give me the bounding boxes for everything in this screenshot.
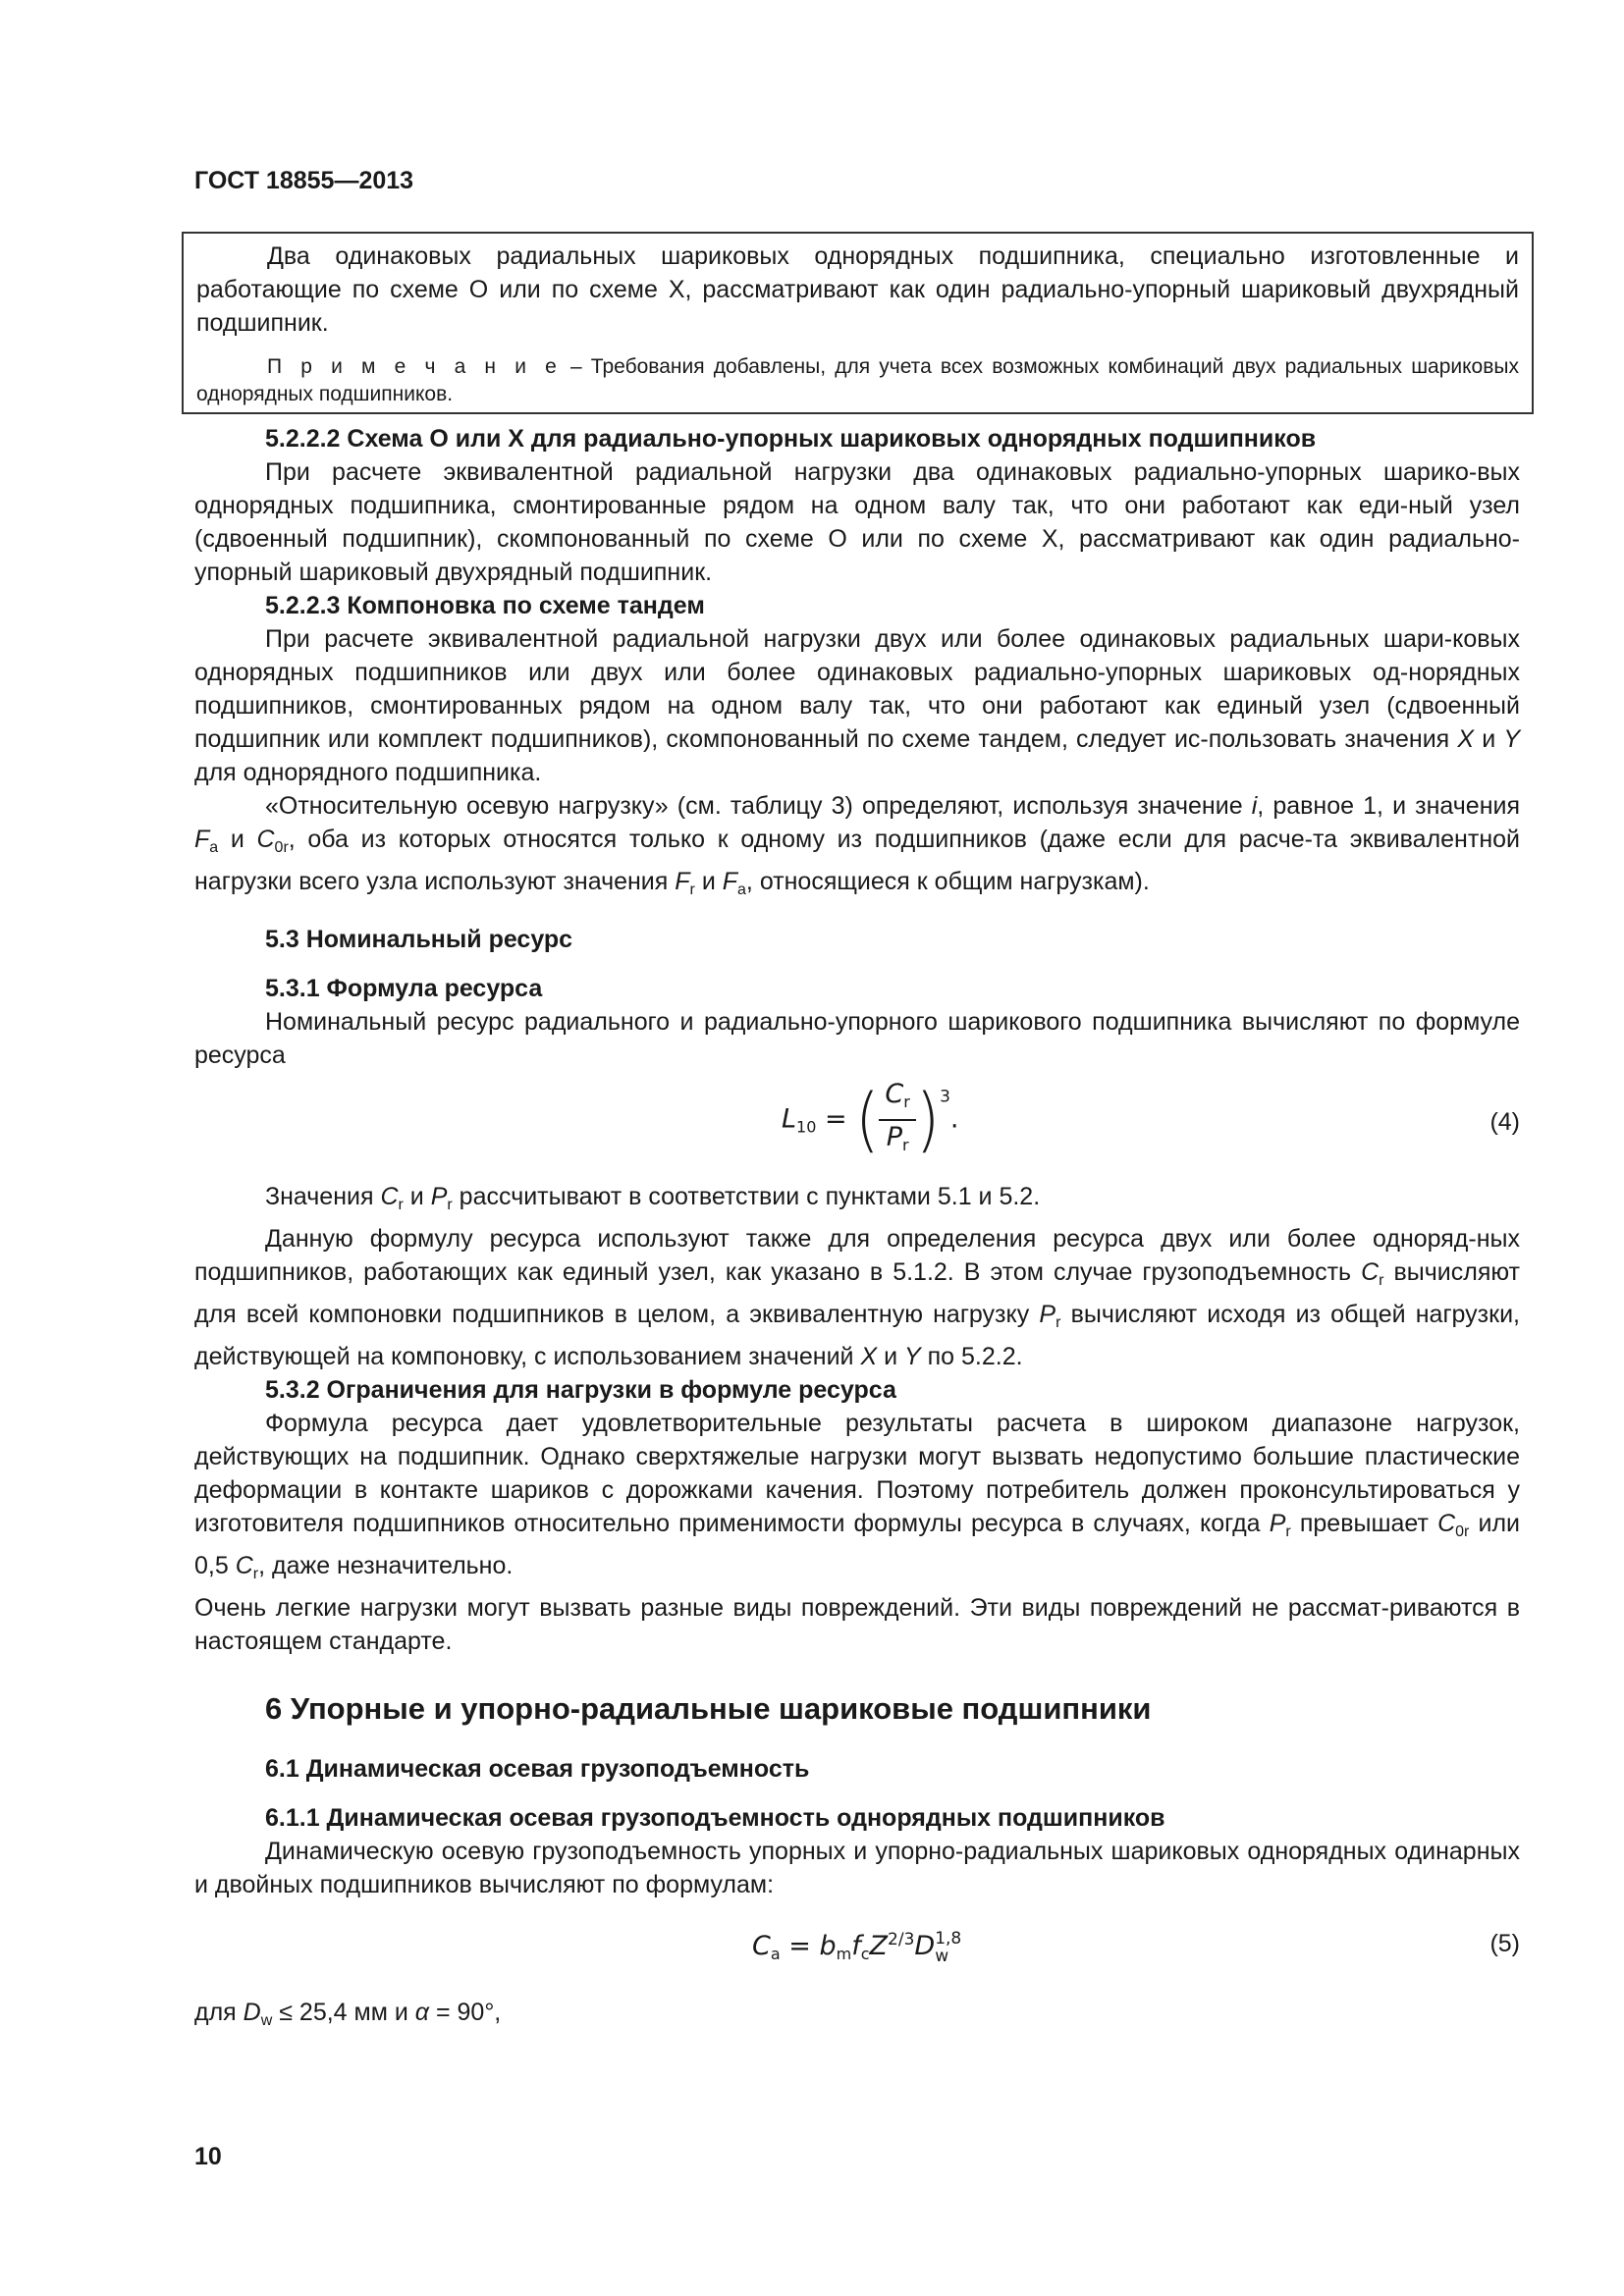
heading-5-2-2-3: 5.2.2.3 Компоновка по схеме тандем [265, 592, 705, 619]
heading-6-1: 6.1 Динамическая осевая грузоподъемность [265, 1755, 810, 1783]
denominator [879, 1121, 915, 1162]
sub: r [689, 881, 695, 898]
heading-5-3-2: 5.3.2 Ограничения для нагрузки в формуле ресурса [265, 1376, 896, 1404]
var-x: X [860, 1343, 878, 1370]
sub: w [260, 2012, 273, 2029]
var-l: L [782, 1103, 797, 1135]
var-p: P [430, 1183, 448, 1210]
sub: m [836, 1945, 852, 1963]
var-c: C [1361, 1258, 1380, 1286]
var-p: P [1269, 1510, 1286, 1537]
note-text: – Требования добавлены, для учета всех возможных комбинаций двух радиальных шариковых однорядных подшипников. [196, 355, 1519, 405]
var-c: C [380, 1183, 399, 1210]
left-paren: ( [855, 1078, 880, 1161]
var-y: Y [904, 1343, 921, 1370]
text: и [218, 826, 257, 853]
sub: 10 [796, 1117, 817, 1137]
heading-6-1-1: 6.1.1 Динамическая осевая грузоподъемность однорядных подшипников [265, 1804, 1165, 1832]
text: При расчете эквивалентной радиальной нагрузки двух или более одинаковых радиальных шари-ковых однорядных подшипников или двух или более одинаковых радиально-упорных шариковых од-норядных подшипников, смонтированных рядом на одном валу так, что они работают как единый узел (сдвоенный подшипник или комплект подшипников), скомпонованный по схеме тандем, следует ис-пользовать значения [194, 625, 1520, 753]
paragraph-5-3-1: Номинальный ресурс радиального и радиально-упорного шарикового подшипника вычисляют по формуле ресурса [194, 1008, 1520, 1069]
exponent: 2/3 [888, 1930, 915, 1949]
page-content [194, 232, 1520, 2038]
var-p: P [1039, 1301, 1056, 1328]
var-b: b [819, 1931, 837, 1961]
formula-4 [782, 1078, 958, 1162]
var-c: C [235, 1552, 253, 1579]
equation-4 [194, 1072, 1520, 1180]
equals: = [825, 1103, 847, 1135]
sub: r [1056, 1314, 1061, 1331]
text: и [1474, 725, 1504, 753]
sub: r [252, 1566, 259, 1582]
var-alpha: α [414, 1999, 430, 2026]
var-f: f [851, 1931, 861, 1961]
text: , равное 1, и значения [1257, 792, 1521, 820]
paragraph-6-1-1: Динамическую осевую грузоподъемность упорных и упорно-радиальных шариковых однорядных одинарных и двойных подшипников вычисляют по формулам: [194, 1838, 1520, 1898]
equation-number-5: (5) [1489, 1930, 1520, 1957]
sub: 0r [274, 839, 289, 856]
text: вычисляют исходя из общей нагрузки, действующей на компоновку, с использованием значений [194, 1301, 1520, 1370]
text: для [194, 1999, 244, 2026]
sub: a [737, 881, 746, 898]
text: рассчитывают в соответствии с пунктами 5.1 и 5.2. [452, 1183, 1041, 1210]
box-text: Два одинаковых радиальных шариковых однорядных подшипника, специально изготовленные и работающие по схеме О или по схеме X, рассматривают как один радиально-упорный шариковый двухрядный подшипник. [196, 242, 1519, 337]
text: , даже незначительно. [258, 1552, 514, 1579]
text: по 5.2.2. [920, 1343, 1023, 1370]
sub: c [860, 1945, 870, 1963]
note [196, 353, 1519, 408]
text: и [403, 1183, 431, 1210]
fraction [879, 1078, 915, 1162]
sub: r [903, 1093, 910, 1111]
var-f: F [194, 826, 210, 853]
var-d: D [243, 1999, 261, 2026]
var-c: C [256, 826, 275, 853]
text: превышает [1290, 1510, 1438, 1537]
page-number: 10 [194, 2143, 222, 2170]
text: для однорядного подшипника. [194, 759, 542, 786]
var-z: Z [869, 1931, 889, 1961]
sub: r [398, 1197, 404, 1213]
var-y: Y [1503, 725, 1521, 753]
sub: r [902, 1136, 909, 1154]
condition-line [194, 1996, 1520, 2038]
paragraph-combined-unit [194, 1222, 1520, 1373]
text: ≤ 25,4 мм и [272, 1999, 415, 2026]
equation-number-4: (4) [1489, 1108, 1520, 1136]
text: = 90°, [429, 1999, 502, 2026]
var-i: i [1251, 792, 1258, 820]
sub: r [1379, 1272, 1384, 1289]
paragraph-light-loads: Очень легкие нагрузки могут вызвать разные виды повреждений. Эти виды повреждений не рассмат-риваются в настоящем стандарте. [194, 1594, 1520, 1655]
text: или 0,5 [194, 1510, 1520, 1579]
text: и [694, 868, 723, 895]
document-id: ГОСТ 18855—2013 [194, 167, 414, 194]
text: вычисляют для всей компоновки подшипников в целом, а эквивалентную нагрузку [194, 1258, 1521, 1328]
paragraph-5-3-2 [194, 1407, 1520, 1591]
exponent: 1,8 [935, 1928, 962, 1949]
paragraph-5-2-2-3 [194, 622, 1520, 789]
sub: w [935, 1946, 949, 1966]
right-paren: ) [915, 1078, 941, 1161]
inserted-text-box [182, 232, 1534, 414]
sub: a [209, 839, 219, 856]
exponent: 3 [940, 1087, 950, 1107]
text: , относящиеся к общим нагрузкам). [745, 868, 1150, 895]
text: и [877, 1343, 904, 1370]
heading-5-3: 5.3 Номинальный ресурс [265, 926, 573, 953]
sub: 0r [1455, 1523, 1470, 1540]
paragraph-5-2-2-2: При расчете эквивалентной радиальной нагрузки два одинаковых радиально-упорных шарико-вых однорядных подшипника, смонтированные рядом на одном валу так, что они работают как еди-ный узел (сдвоенный подшипник), скомпонованный по схеме О или по схеме X, рассматривают как один радиально-упорный шариковый двухрядный подшипник. [194, 458, 1520, 586]
text: Значения [265, 1183, 381, 1210]
text: , оба из которых относятся только к одному из подшипников (даже если для расче-та эквивалентной нагрузки всего узла используют значения [194, 826, 1520, 895]
var-x: X [1457, 725, 1475, 753]
text: «Относительную осевую нагрузку» (см. таблицу 3) определяют, используя значение [265, 792, 1252, 820]
var-c: C [752, 1931, 771, 1961]
var-c: C [1437, 1510, 1456, 1537]
heading-5-3-1: 5.3.1 Формула ресурса [265, 975, 543, 1002]
var-p: P [886, 1122, 902, 1152]
var-c: C [885, 1079, 904, 1109]
heading-section-6: 6 Упорные и упорно-радиальные шариковые подшипники [265, 1691, 1152, 1726]
period: . [949, 1103, 959, 1135]
var-f: F [675, 868, 690, 895]
var-f: F [722, 868, 738, 895]
numerator [879, 1078, 915, 1121]
sub: r [1285, 1523, 1291, 1540]
var-d: D [914, 1931, 936, 1961]
note-label: П р и м е ч а н и е [267, 355, 562, 378]
equation-5 [194, 1901, 1520, 1990]
text: Формула ресурса дает удовлетворительные результаты расчета в широком диапазоне нагрузок, действующих на подшипник. Однако сверхтяжелые нагрузки могут вызвать недопустимо большие пластические деформации в контакте шариков с дорожками качения. Поэтому потребитель должен проконсультироваться у изготовителя подшипников относительно применимости формулы ресурса в случаях, когда [194, 1410, 1520, 1537]
paragraph-relative-load [194, 789, 1520, 907]
text: Данную формулу ресурса используют также для определения ресурса двух или более одноряд-ных подшипников, работающих как единый узел, как указано в 5.1.2. В этом случае грузоподъемность [194, 1225, 1520, 1286]
equals: = [788, 1931, 811, 1961]
sup-sub-stack [935, 1930, 961, 1965]
heading-5-2-2-2: 5.2.2.2 Схема О или X для радиально-упорных шариковых однорядных подшипников [265, 425, 1317, 453]
paragraph-values [194, 1180, 1520, 1222]
sub: a [770, 1945, 781, 1963]
sub: r [447, 1197, 453, 1213]
formula-5 [752, 1923, 961, 1971]
